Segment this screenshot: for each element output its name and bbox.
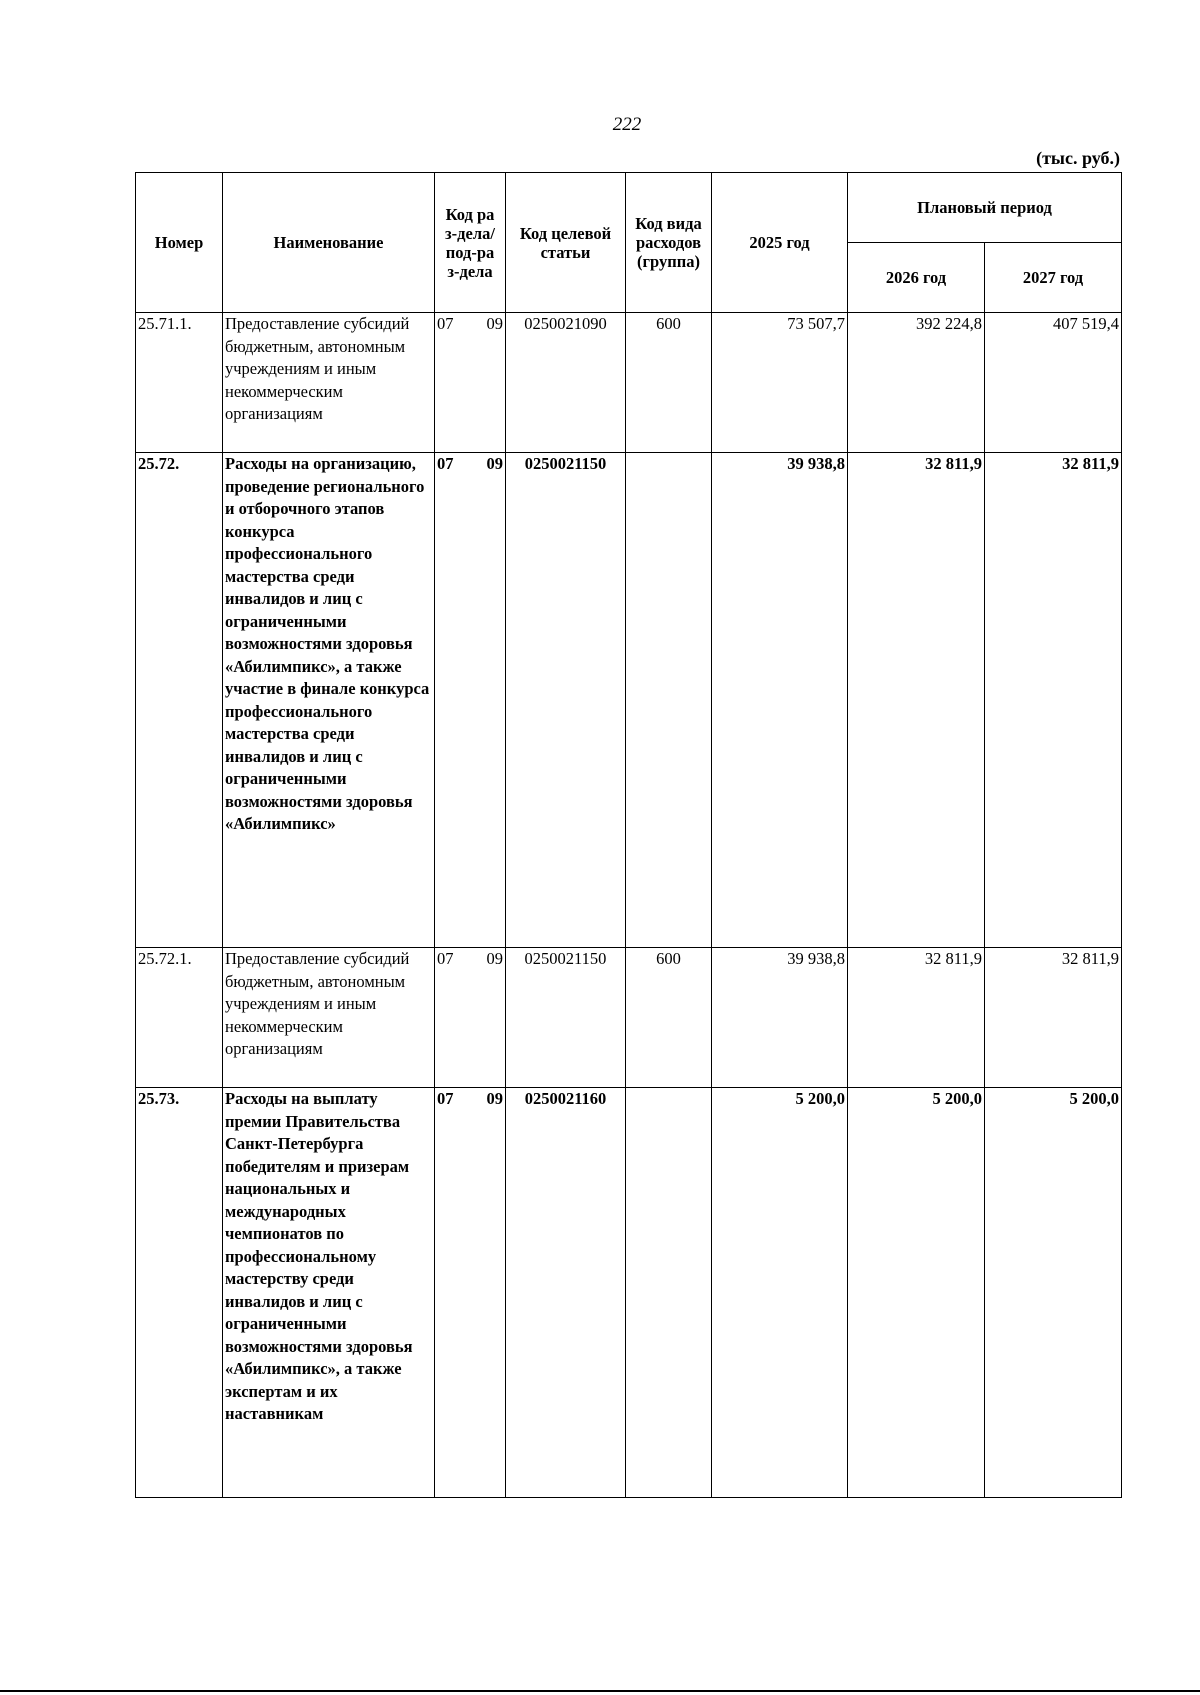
row-2027: 5 200,0: [985, 1088, 1122, 1498]
row-section: [435, 948, 506, 1088]
row-number: 25.72.1.: [136, 948, 223, 1088]
table-row: [136, 453, 1122, 948]
row-section: [435, 313, 506, 453]
row-2026: 32 811,9: [848, 948, 985, 1088]
row-name: Расходы на организацию, проведение регионального и отборочного этапов конкурса профессионального мастерства среди инвалидов и лиц с ограниченными возможностями здоровья «Абилимпикс», а также участие в финале конкурса профессионального мастерства среди инвалидов и лиц с ограниченными возможностями здоровья «Абилимпикс»: [223, 453, 435, 948]
row-expense-type: 600: [626, 313, 712, 453]
row-subsection-code: 09: [486, 454, 503, 473]
row-subsection-code: 09: [486, 949, 503, 968]
row-section-code: 07: [437, 314, 454, 333]
header-section-text: Код раз-дела/ под-раз-дела: [445, 204, 495, 281]
row-number: 25.71.1.: [136, 313, 223, 453]
row-2027: 32 811,9: [985, 453, 1122, 948]
row-name: Предоставление субсидий бюджетным, автономным учреждениям и иным некоммерческим организациям: [223, 948, 435, 1088]
header-2027: 2027 год: [985, 243, 1122, 313]
header-number: Номер: [136, 173, 223, 313]
table-row: [136, 948, 1122, 1088]
row-number: 25.73.: [136, 1088, 223, 1498]
row-subsection-code: 09: [486, 314, 503, 333]
row-target-code: 0250021150: [506, 453, 626, 948]
row-section: [435, 1088, 506, 1498]
row-target-code: 0250021090: [506, 313, 626, 453]
row-number: 25.72.: [136, 453, 223, 948]
row-2026: 5 200,0: [848, 1088, 985, 1498]
page-bottom-border: [0, 1690, 1200, 1692]
row-name: Расходы на выплату премии Правительства Санкт-Петербурга победителям и призерам национальных и международных чемпионатов по профессиональному мастерству среди инвалидов и лиц с ограниченными возможностями здоровья «Абилимпикс», а также экспертам и их наставникам: [223, 1088, 435, 1498]
row-2027: 32 811,9: [985, 948, 1122, 1088]
row-section-code: 07: [437, 454, 454, 473]
row-target-code: 0250021160: [506, 1088, 626, 1498]
page-number: 222: [612, 114, 642, 135]
row-subsection-code: 09: [486, 1089, 503, 1108]
row-section-code: 07: [437, 1089, 454, 1108]
header-section: [435, 173, 506, 313]
row-2025: 39 938,8: [712, 948, 848, 1088]
row-2025: 73 507,7: [712, 313, 848, 453]
header-row-1: [136, 173, 1122, 243]
header-expense-type: Код вида расходов (группа): [626, 173, 712, 313]
row-expense-type: [626, 453, 712, 948]
row-2026: 392 224,8: [848, 313, 985, 453]
table-row: [136, 1088, 1122, 1498]
row-expense-type: 600: [626, 948, 712, 1088]
row-2027: 407 519,4: [985, 313, 1122, 453]
header-target: Код целевой статьи: [506, 173, 626, 313]
row-expense-type: [626, 1088, 712, 1498]
units-label: (тыс. руб.): [1036, 148, 1120, 168]
table-row: [136, 313, 1122, 453]
budget-table: [135, 172, 1122, 1498]
header-planned-period: Плановый период: [848, 173, 1122, 243]
row-2025: 5 200,0: [712, 1088, 848, 1498]
header-name: Наименование: [223, 173, 435, 313]
header-2026: 2026 год: [848, 243, 985, 313]
row-section: [435, 453, 506, 948]
row-2025: 39 938,8: [712, 453, 848, 948]
row-section-code: 07: [437, 949, 454, 968]
header-2025: 2025 год: [712, 173, 848, 313]
row-2026: 32 811,9: [848, 453, 985, 948]
row-name: Предоставление субсидий бюджетным, автономным учреждениям и иным некоммерческим организациям: [223, 313, 435, 453]
row-target-code: 0250021150: [506, 948, 626, 1088]
